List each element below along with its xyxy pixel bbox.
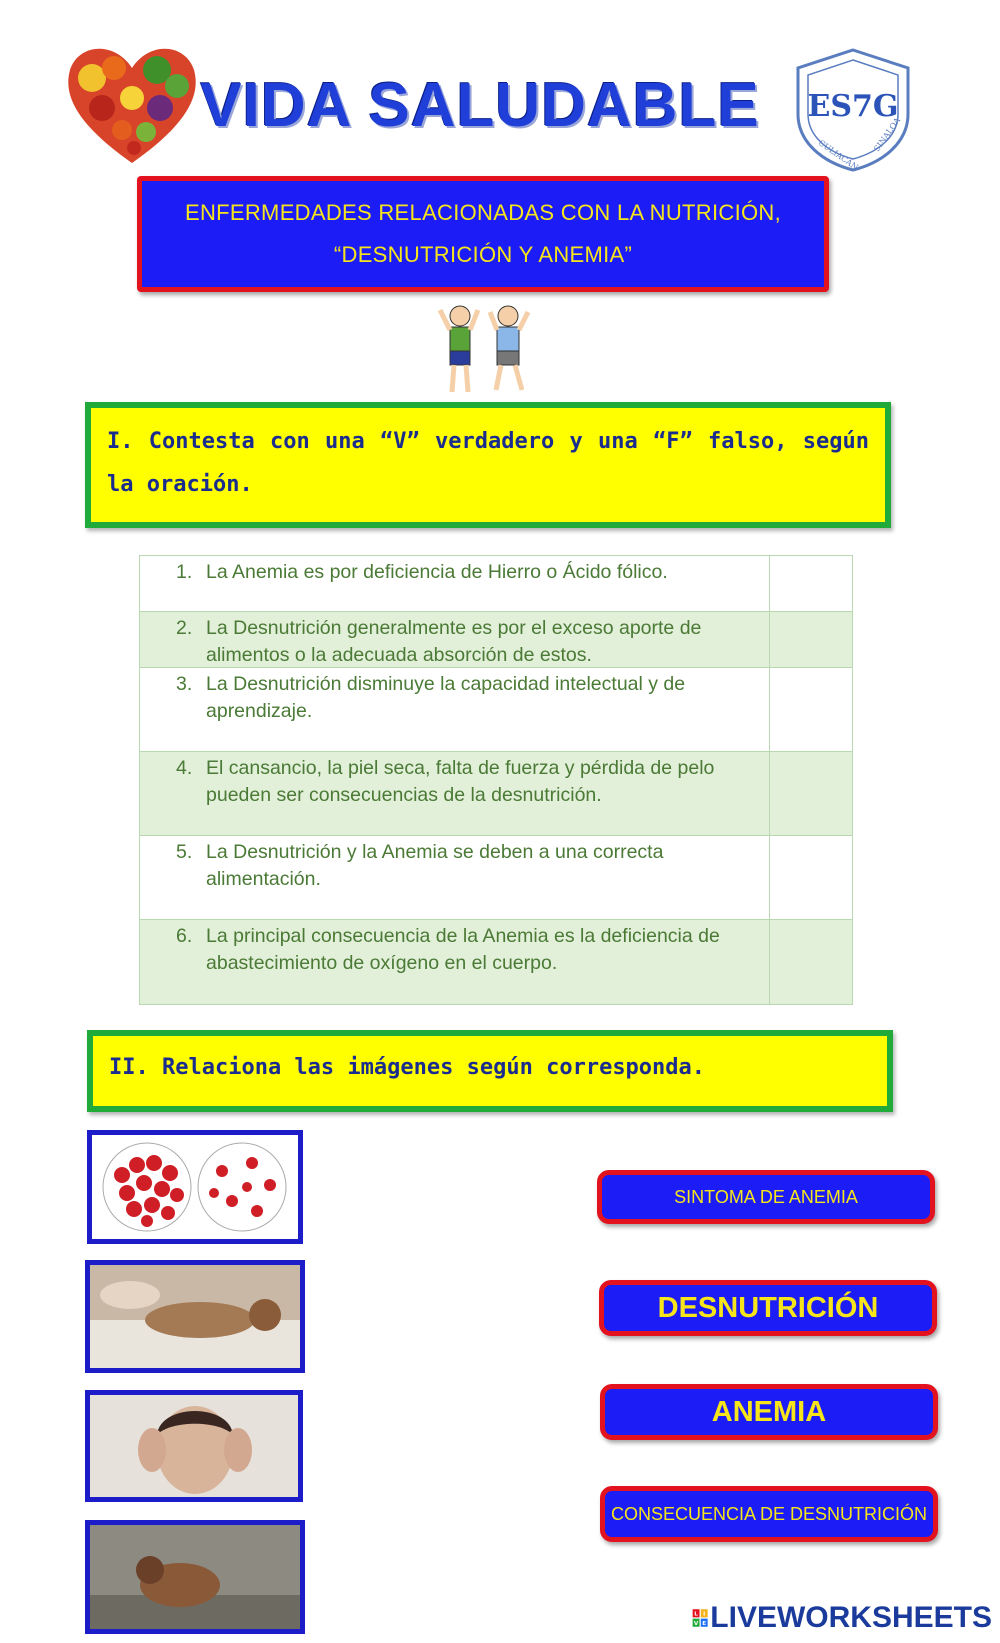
question-number: 2. — [176, 617, 193, 639]
table-row — [140, 668, 852, 752]
question-cell — [140, 752, 770, 835]
malnourished-child-image[interactable] — [85, 1260, 305, 1373]
table-row — [140, 752, 852, 836]
instruction-section-1: I. Contesta con una “V” verdadero y una “F” falso, según la oración. — [85, 402, 891, 528]
table-row — [140, 920, 852, 1004]
logo-letter: L — [694, 1611, 698, 1618]
page-title: VIDA SALUDABLE — [200, 71, 760, 140]
question-cell — [140, 668, 770, 751]
logo-letter: I — [703, 1611, 706, 1618]
question-text: La Desnutrición generalmente es por el exceso aporte de alimentos o la adecuada absorción de estos. — [206, 617, 702, 666]
option-sintoma-anemia[interactable]: SINTOMA DE ANEMIA — [597, 1170, 935, 1224]
table-row — [140, 612, 852, 668]
question-text: El cansancio, la piel seca, falta de fuerza y pérdida de pelo pueden ser consecuencias de la desnutrición. — [206, 757, 715, 806]
question-number: 4. — [176, 757, 193, 779]
question-text: La Anemia es por deficiencia de Hierro o Ácido fólico. — [206, 561, 668, 583]
kids-illustration-icon — [430, 300, 540, 400]
seal-ring-right: SINALOA — [872, 115, 903, 154]
topic-banner — [137, 176, 829, 292]
logo-letter: E — [702, 1620, 707, 1627]
question-text: La Desnutrición disminuye la capacidad intelectual y de aprendizaje. — [206, 673, 686, 722]
banner-line-1: ENFERMEDADES RELACIONADAS CON LA NUTRICIÓN, — [185, 200, 781, 225]
liveworksheets-brand — [692, 1598, 992, 1638]
banner-line-2: “DESNUTRICIÓN Y ANEMIA” — [333, 242, 633, 267]
brand-text: LIVEWORKSHEETS — [710, 1601, 992, 1634]
table-row — [140, 836, 852, 920]
option-anemia[interactable]: ANEMIA — [600, 1384, 938, 1440]
question-cell — [140, 556, 770, 611]
instruction-section-2: II. Relaciona las imágenes según corresponda. — [87, 1030, 893, 1112]
seal-ring-left: CULIACÁN — [816, 138, 860, 173]
blood-cells-image[interactable] — [87, 1130, 303, 1244]
heart-fruits-icon — [62, 38, 202, 168]
question-number: 5. — [176, 841, 193, 863]
question-text: La Desnutrición y la Anemia se deben a una correcta alimentación. — [206, 841, 664, 890]
answer-cell[interactable] — [770, 612, 852, 667]
option-desnutricion[interactable]: DESNUTRICIÓN — [599, 1280, 937, 1336]
answer-cell[interactable] — [770, 836, 852, 919]
question-cell — [140, 836, 770, 919]
question-number: 6. — [176, 925, 193, 947]
question-cell — [140, 612, 770, 667]
true-false-table — [139, 555, 853, 1005]
question-text: La principal consecuencia de la Anemia es la deficiencia de abastecimiento de oxígeno en el cuerpo. — [206, 925, 720, 974]
starving-child-image[interactable] — [85, 1520, 305, 1634]
school-seal-logo — [788, 44, 918, 174]
answer-cell[interactable] — [770, 752, 852, 835]
headache-woman-image[interactable] — [85, 1390, 303, 1502]
liveworksheets-logo-icon — [692, 1603, 708, 1633]
logo-letter: V — [693, 1620, 699, 1627]
answer-cell[interactable] — [770, 668, 852, 751]
seal-text: ES7G — [807, 89, 899, 124]
question-number: 1. — [176, 561, 193, 583]
question-number: 3. — [176, 673, 193, 695]
table-row — [140, 556, 852, 612]
question-cell — [140, 920, 770, 1004]
option-consecuencia-desnutricion[interactable]: CONSECUENCIA DE DESNUTRICIÓN — [600, 1486, 938, 1542]
answer-cell[interactable] — [770, 556, 852, 611]
answer-cell[interactable] — [770, 920, 852, 1004]
